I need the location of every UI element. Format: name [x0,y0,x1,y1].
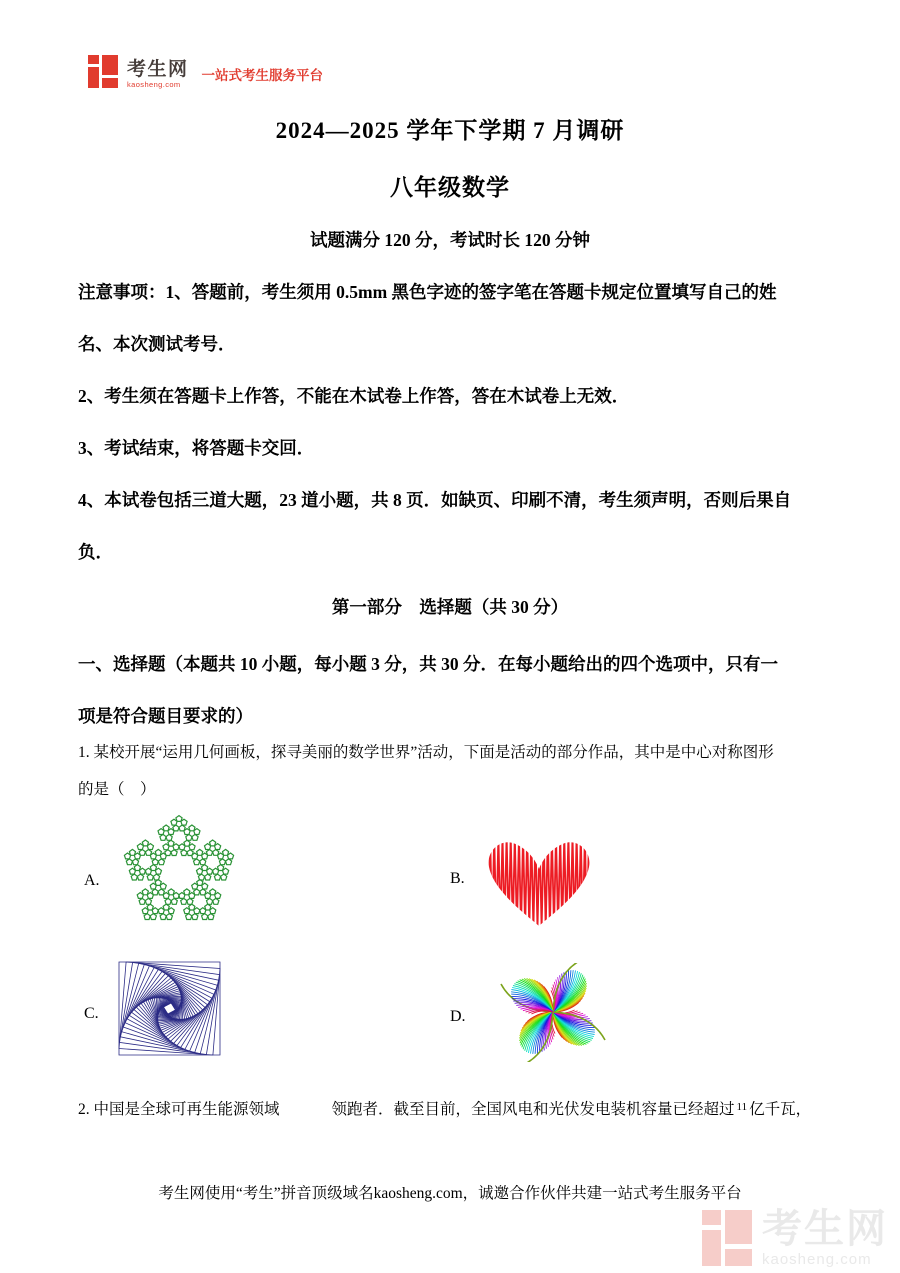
footer-watermark [702,1209,888,1267]
notice-line-1: 注意事项：1、答题前，考生须用 0.5mm 黑色字迹的签字笔在答题卡规定位置填写自己的姓 [78,282,777,302]
notice-line-6: 负． [78,542,113,562]
brand-text-block [127,60,189,89]
exam-subject: 八年级数学 [390,175,510,200]
kaosheng-logo-icon [88,55,118,88]
watermark-domain: kaosheng.com [762,1251,872,1268]
brand-domain: kaosheng.com [127,79,181,89]
option-c-label: C. [84,1005,99,1022]
rainbow-pinwheel-image [486,963,620,1062]
notice-line-3: 2、考生须在答题卡上作答，不能在木试卷上作答，答在木试卷上无效． [78,386,630,406]
watermark-brand: 考生网 [762,1207,888,1251]
header-logo [88,55,323,88]
question-2-lead: 2. 中国是全球可再生能源领域 [78,1101,280,1118]
question-2-after-blank: 领跑者．截至目前，全国风电和光伏发电装机容量已经超过 [331,1101,735,1118]
notice-line-4: 3、考试结束，将答题卡交回． [78,438,315,458]
brand-tagline: 一站式考生服务平台 [201,68,324,83]
watermark-text-block [762,1209,888,1267]
watermark-logo-icon [702,1210,752,1266]
question-1-line-2: 的是（ ） [78,781,156,798]
section-heading: 第一部分 选择题（共 30 分） [331,597,569,617]
footer-slogan: 考生网使用“考生”拼音顶级域名kaosheng.com，诚邀合作伙伴共建一站式考生服务平台 [158,1185,742,1202]
brand-name: 考生网 [127,58,189,80]
zigzag-heart-image [482,833,597,930]
question-1-line-1: 1. 某校开展“运用几何画板，探寻美丽的数学世界”活动，下面是活动的部分作品，其中是中心对称图形 [78,744,774,761]
pentaflake-fractal-image [116,810,242,930]
option-b-label: B. [450,870,465,887]
exam-info: 试题满分 120 分，考试时长 120 分钟 [310,230,590,250]
mc-intro-line-1: 一、选择题（本题共 10 小题，每小题 3 分，共 30 分．在每小题给出的四个选项中，只有一 [78,654,778,674]
mc-intro-line-2: 项是符合题目要求的） [78,706,253,726]
whirl-squares-image [116,959,223,1058]
option-a-label: A. [84,872,100,889]
notice-line-5: 4、本试卷包括三道大题，23 道小题，共 8 页．如缺页、印刷不清，考生须声明，否则后果自 [78,490,792,510]
option-d-label: D. [450,1008,466,1025]
question-2-line-1 [78,1097,811,1119]
exam-title: 2024—2025 学年下学期 7 月调研 [275,118,625,143]
notice-line-2: 名、本次测试考号． [78,334,236,354]
question-2-tail: 亿千瓦， [749,1101,812,1118]
question-2-sup-number: 11 [736,1101,748,1113]
